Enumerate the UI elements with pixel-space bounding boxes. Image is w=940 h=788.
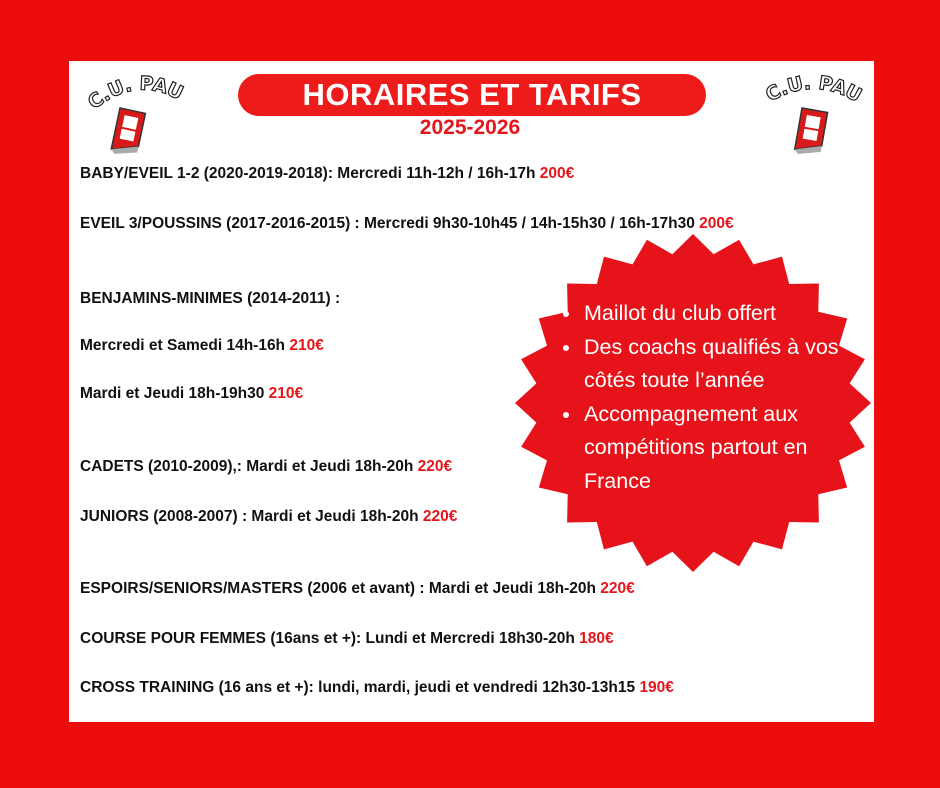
- page-title: HORAIRES ET TARIFS: [238, 74, 706, 116]
- schedule-line-juniors: JUNIORS (2008-2007) : Mardi et Jeudi 18h-20h 220€: [80, 508, 458, 525]
- price: 200€: [699, 215, 734, 232]
- benefit-item: • Accompagnement aux compétitions partout en France: [582, 398, 872, 499]
- benefit-item: • Maillot du club offert: [582, 297, 872, 331]
- price: 210€: [268, 385, 304, 402]
- season-label: 2025-2026: [419, 116, 521, 139]
- schedule-line-cross-training: CROSS TRAINING (16 ans et +): lundi, mardi, jeudi et vendredi 12h30-13h15 190€: [80, 679, 674, 696]
- schedule-line-cadets: CADETS (2010-2009),: Mardi et Jeudi 18h-20h 220€: [80, 458, 453, 475]
- price: 190€: [639, 679, 674, 696]
- schedule-line-mercredi-samedi: Mercredi et Samedi 14h-16h 210€: [80, 337, 324, 354]
- price: 220€: [417, 458, 453, 475]
- schedule-line-mardi-jeudi: Mardi et Jeudi 18h-19h30 210€: [80, 385, 304, 402]
- svg-text:C.U. PAU: C.U. PAU: [83, 72, 187, 114]
- price: 200€: [539, 165, 575, 182]
- price: 220€: [600, 580, 635, 597]
- schedule-line-baby-eveil: BABY/EVEIL 1-2 (2020-2019-2018): Mercredi 11h-12h / 16h-17h 200€: [80, 165, 575, 182]
- schedule-line-espoirs-seniors-masters: ESPOIRS/SENIORS/MASTERS (2006 et avant) : Mardi et Jeudi 18h-20h 220€: [80, 580, 635, 597]
- benefit-item: • Des coachs qualifiés à vos côtés toute l’année: [582, 331, 872, 398]
- price: 220€: [422, 508, 458, 525]
- price: 180€: [579, 630, 614, 647]
- benefits-list: [558, 297, 872, 498]
- benefits-badge: [514, 233, 872, 573]
- schedule-line-benjamins-minimes: BENJAMINS-MINIMES (2014-2011) :: [80, 290, 341, 307]
- svg-text:C.U. PAU: C.U. PAU: [762, 72, 866, 107]
- schedule-line-eveil-poussins: EVEIL 3/POUSSINS (2017-2016-2015) : Mercredi 9h30-10h45 / 14h-15h30 / 16h-17h30 200€: [80, 215, 734, 232]
- schedule-line-course-femmes: COURSE POUR FEMMES (16ans et +): Lundi et Mercredi 18h30-20h 180€: [80, 630, 614, 647]
- price: 210€: [289, 337, 324, 354]
